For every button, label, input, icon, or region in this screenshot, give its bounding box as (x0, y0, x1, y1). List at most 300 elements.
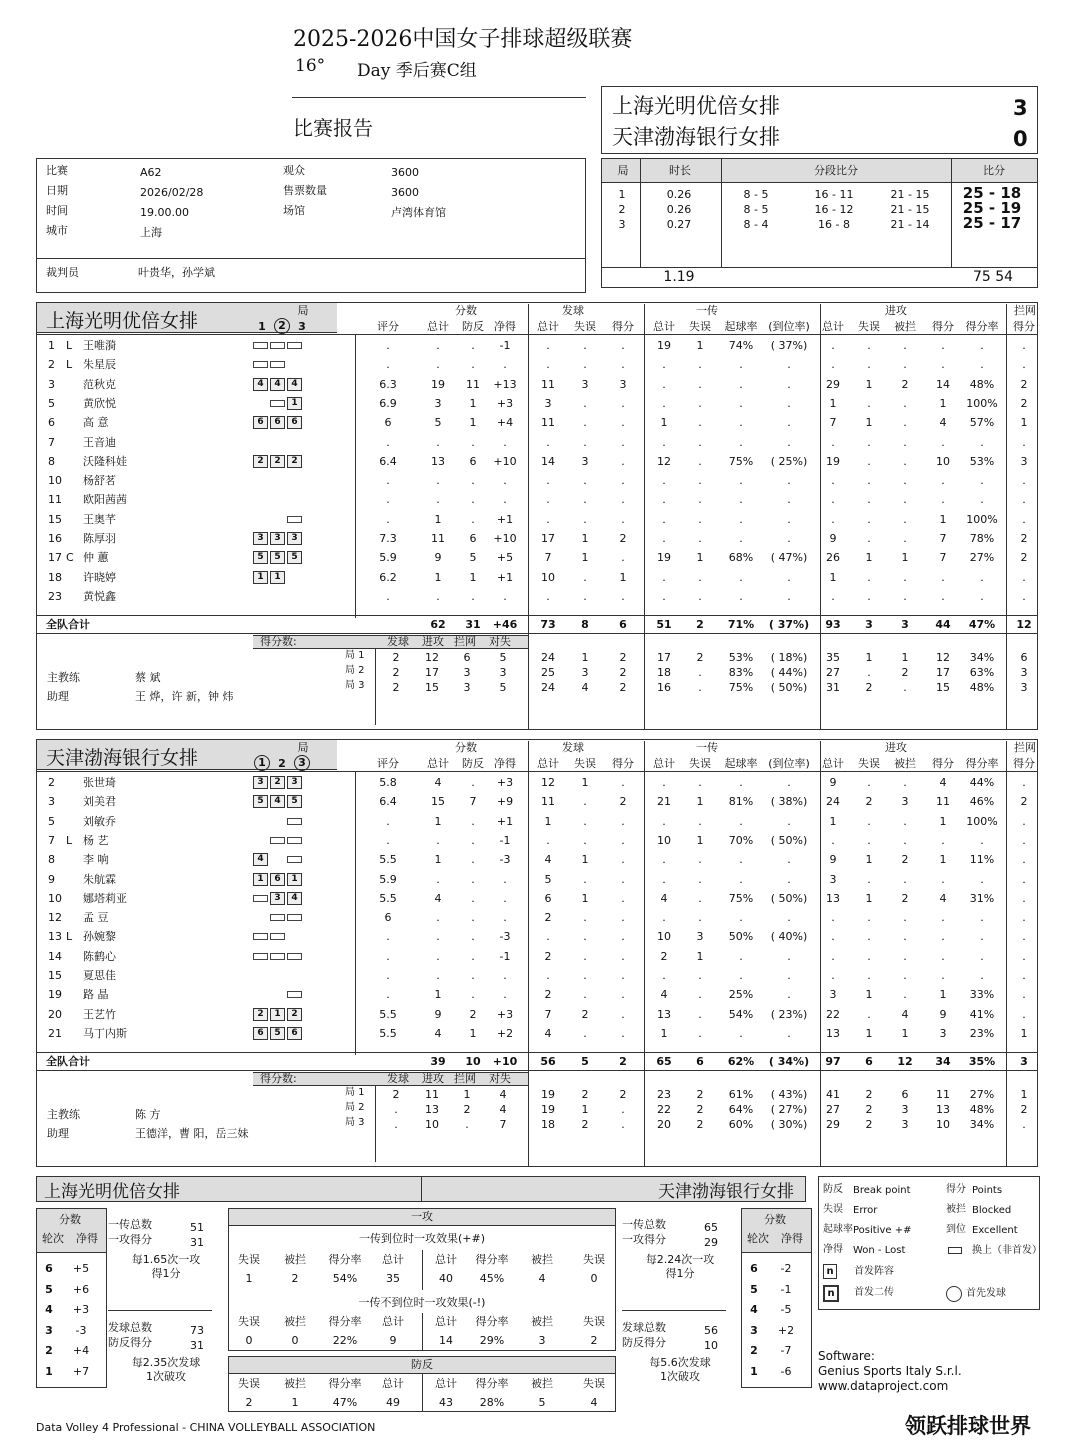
starting-position: 6 (287, 1027, 302, 1040)
stat-cell: 2 (619, 532, 627, 545)
set-stat: 20 (657, 1118, 671, 1131)
set-stat: . (903, 681, 907, 694)
set-number-head: 2 (278, 757, 286, 770)
col-head: 总计 (537, 320, 559, 333)
starting-position: 2 (270, 776, 285, 789)
attack-stat: 29% (479, 1334, 505, 1347)
attack-col-head: 失误 (238, 1315, 260, 1328)
stat-cell: . (662, 474, 666, 488)
stat-cell: . (739, 814, 743, 828)
stat-cell: . (903, 339, 907, 352)
set-stat: 4 (499, 1103, 507, 1116)
side-label: 一传总数 (108, 1218, 152, 1231)
col-head: 被拦 (894, 757, 916, 770)
player-number: 1 (48, 339, 55, 352)
stat-cell: . (546, 589, 550, 603)
starting-position: 1 (270, 1008, 285, 1021)
rule (422, 1374, 423, 1412)
col-head: 防反 (462, 757, 484, 770)
stat-cell: . (980, 570, 984, 584)
stat-cell: 57% (969, 416, 995, 430)
rotation-number: 5 (750, 1282, 758, 1296)
stat-cell: . (436, 949, 440, 963)
set-stat: 3 (499, 666, 507, 679)
stat-cell: . (903, 474, 907, 488)
player-positions (253, 988, 311, 1002)
stat-cell: . (980, 589, 984, 603)
stat-cell: 5.9 (379, 551, 397, 565)
info-label: 时间 (46, 204, 68, 217)
total-cell: 51 (656, 618, 672, 631)
rule (528, 304, 529, 729)
col-head: 被拦 (894, 320, 916, 333)
stat-cell: 78% (969, 532, 995, 545)
total-cell: 93 (825, 618, 841, 631)
stat-cell: 6 (469, 532, 477, 545)
rotation-net: +5 (72, 1262, 90, 1275)
stat-cell: . (867, 1007, 871, 1021)
col-group-ju: 局 (297, 304, 309, 317)
stat-cell: . (941, 435, 945, 449)
attack-stat: 22% (332, 1334, 358, 1347)
stat-cell: . (386, 589, 390, 603)
attack-col-head: 失误 (583, 1315, 605, 1328)
total-cell: 35% (968, 1055, 996, 1068)
attack-stat: 35 (386, 1272, 400, 1285)
stat-cell: . (787, 911, 791, 925)
stat-cell: 100% (966, 396, 998, 410)
attack-col-head: 总计 (435, 1315, 457, 1328)
stat-cell: . (503, 589, 507, 603)
set-stat: . (698, 666, 702, 679)
stat-cell: . (867, 570, 871, 584)
info-label: 城市 (46, 224, 68, 237)
stat-cell: . (739, 416, 743, 430)
total-cell: 97 (825, 1055, 841, 1068)
stat-cell: +1 (496, 814, 514, 828)
set-stat: 2 (865, 1103, 873, 1116)
stat-cell: +2 (496, 1026, 514, 1040)
starting-position: 1 (287, 397, 302, 410)
sets-head: 分段比分 (814, 164, 858, 177)
total-cell: ( 34%) (768, 1055, 810, 1068)
attack-col-head: 失误 (238, 1253, 260, 1266)
player-name: 孟 豆 (83, 911, 109, 925)
substitute-marker (287, 856, 302, 863)
set-stat: 2 (619, 651, 627, 664)
side-label: 防反得分 (622, 1336, 666, 1349)
attack-col-head: 被拦 (284, 1377, 306, 1390)
stat-cell: . (583, 474, 587, 488)
set-stat: 4 (499, 1088, 507, 1101)
stat-cell: 1 (434, 814, 442, 828)
total-cell: 31 (465, 618, 481, 631)
stat-cell: . (867, 493, 871, 507)
col-group-fagiu: 发球 (562, 741, 584, 754)
stat-cell: . (621, 589, 625, 603)
stat-cell: 1 (434, 570, 442, 584)
legend-desc: Break point (853, 1185, 911, 1196)
col-head: 得分率 (965, 320, 999, 333)
legend-desc: 首发二传 (854, 1287, 894, 1298)
col-head: (到位率) (768, 757, 810, 770)
stat-cell: . (698, 911, 702, 925)
stat-cell: . (1022, 949, 1026, 963)
stat-cell: +4 (496, 416, 514, 430)
stat-cell: . (503, 872, 507, 886)
side-value: 29 (704, 1236, 718, 1249)
stat-cell: . (867, 589, 871, 603)
total-label: 全队合计 (46, 1055, 90, 1068)
stat-cell: . (436, 474, 440, 488)
stat-cell: . (698, 814, 702, 828)
rotation-net: -7 (780, 1344, 792, 1357)
rotation-title: 分数 (59, 1213, 81, 1226)
stat-cell: 6 (384, 416, 392, 430)
stat-cell: 6 (469, 454, 477, 468)
stat-cell: . (831, 949, 835, 963)
attack-stat: 54% (332, 1272, 358, 1285)
total-cell: 5 (581, 1055, 589, 1068)
stat-cell: 2 (619, 795, 627, 809)
col-group-yichuan: 一传 (696, 304, 718, 317)
total-cell: 34 (935, 1055, 951, 1068)
stat-cell: 1 (865, 551, 873, 565)
player-name: 陈鹤心 (83, 949, 116, 963)
col-head: 总计 (822, 757, 844, 770)
set-partial: 8 - 4 (743, 218, 769, 231)
substitute-marker (270, 342, 285, 349)
set-stat: ( 50%) (770, 681, 808, 694)
rule (721, 159, 722, 267)
set-partial: 21 - 15 (890, 203, 930, 216)
stat-cell: 1 (434, 853, 442, 867)
player-name: 李 响 (83, 853, 109, 867)
attack-col-head: 失误 (238, 1377, 260, 1390)
player-name: 朱星辰 (83, 358, 116, 372)
stat-cell: 1 (939, 814, 947, 828)
set-stat: 3 (901, 1103, 909, 1116)
total-cell: 6 (865, 1055, 873, 1068)
starting-position: 6 (253, 1027, 268, 1040)
team-b-name: 天津渤海银行女排 (46, 747, 199, 769)
stat-cell: . (787, 969, 791, 982)
stat-cell: 4 (660, 988, 668, 1002)
stat-cell: . (471, 512, 475, 526)
stat-cell: 1 (660, 1026, 668, 1040)
attack-stat: 1 (291, 1396, 299, 1409)
set-stat: . (621, 1103, 625, 1116)
stat-cell: 2 (901, 853, 909, 867)
player-name: 高 意 (83, 416, 109, 430)
set-number-head (274, 318, 290, 334)
rule (644, 304, 645, 729)
set-block-head: 对失 (489, 635, 511, 648)
set-number: 1 (618, 188, 626, 201)
stat-cell: 9 (829, 853, 837, 867)
set-stat: 4 (581, 681, 589, 694)
col-head: (到位率) (768, 320, 810, 333)
stat-cell: -3 (499, 930, 511, 944)
starting-position: 2 (253, 1008, 268, 1021)
stat-cell: . (471, 358, 475, 372)
stat-cell: 2 (469, 1007, 477, 1021)
col-head: 总计 (537, 757, 559, 770)
set-partial: 21 - 15 (890, 188, 930, 201)
stat-cell: 9 (829, 776, 837, 789)
stat-cell: . (787, 1026, 791, 1040)
first-serve-icon (946, 1286, 962, 1302)
stat-cell: 5.5 (379, 853, 397, 867)
stat-cell: . (386, 949, 390, 963)
stat-cell: 7 (829, 416, 837, 430)
stat-cell: 1 (1020, 416, 1028, 430)
legend-abbr: 到位 (946, 1224, 966, 1235)
stat-cell: . (386, 814, 390, 828)
stat-cell: 1 (469, 1026, 477, 1040)
coach-name: 蔡 斌 (135, 671, 161, 684)
stat-cell: . (698, 416, 702, 430)
set-stat: ( 30%) (770, 1118, 808, 1131)
stat-cell: . (436, 911, 440, 925)
stat-cell: . (698, 570, 702, 584)
set-partial: 21 - 14 (890, 218, 930, 231)
player-number: 8 (48, 853, 55, 867)
stat-cell: . (941, 474, 945, 488)
starting-position: 2 (287, 455, 302, 468)
side-label: 一传总数 (622, 1218, 666, 1231)
legend-abbr: 防反 (823, 1184, 843, 1195)
stat-cell: . (980, 833, 984, 847)
rule (640, 159, 641, 267)
set-stat: 2 (1020, 1103, 1028, 1116)
set-stat: 12 (936, 651, 950, 664)
stat-cell: . (787, 512, 791, 526)
set-stat: 2 (463, 1103, 471, 1116)
stat-cell: . (1022, 358, 1026, 372)
player-positions (253, 455, 311, 469)
set-stat: 61% (728, 1088, 754, 1101)
col-group-fagiu: 发球 (562, 304, 584, 317)
stat-cell: 1 (901, 1026, 909, 1040)
stat-cell: 3 (939, 1026, 947, 1040)
stat-cell: . (386, 435, 390, 449)
stat-cell: 2 (544, 911, 552, 925)
attack-stat: 3 (538, 1334, 546, 1347)
attack-col-head: 总计 (382, 1377, 404, 1390)
stat-cell: . (662, 435, 666, 449)
stat-cell: 1 (696, 339, 704, 352)
starting-position: 5 (253, 551, 268, 564)
stat-cell: -1 (499, 833, 511, 847)
col-head: 得分率 (965, 757, 999, 770)
set-stat: 2 (392, 1088, 400, 1101)
stat-cell: . (386, 512, 390, 526)
stat-cell: 1 (469, 416, 477, 430)
stat-cell: . (546, 512, 550, 526)
stat-cell: . (739, 512, 743, 526)
set-stat: 6 (901, 1088, 909, 1101)
player-name: 孙婉黎 (83, 930, 116, 944)
col-group-fenshu: 分数 (455, 741, 477, 754)
rule (375, 649, 376, 725)
stat-cell: . (386, 969, 390, 982)
stat-cell: 1 (901, 551, 909, 565)
set-stat: . (698, 681, 702, 694)
stat-cell: . (436, 589, 440, 603)
rotation-net: -6 (780, 1364, 792, 1378)
software-line-3: www.dataproject.com (818, 1379, 949, 1393)
stat-cell: 1 (544, 814, 552, 828)
player-number: 2 (48, 776, 55, 789)
rotation-sub: 轮次 (42, 1232, 64, 1245)
set-stat: ( 44%) (770, 666, 808, 679)
stat-cell: 21 (657, 795, 671, 809)
rule (37, 1052, 1038, 1053)
stat-cell: . (471, 493, 475, 507)
stat-cell: 7 (544, 1007, 552, 1021)
attack-stat: 1 (245, 1272, 253, 1285)
rule (355, 334, 356, 618)
stat-cell: 1 (829, 814, 837, 828)
set-stat: 18 (657, 666, 671, 679)
starting-position: 4 (253, 853, 268, 866)
stat-cell: 44% (969, 776, 995, 789)
col-head: 评分 (377, 320, 399, 333)
player-number: 3 (48, 795, 55, 809)
stat-cell: . (787, 949, 791, 963)
set-stat: 27 (826, 666, 840, 679)
set-duration: 0.27 (666, 218, 692, 231)
player-name: 张世琦 (83, 776, 116, 789)
stat-cell: 4 (660, 891, 668, 905)
stat-cell: 5 (434, 416, 442, 430)
stat-cell: . (1022, 969, 1026, 982)
stat-cell: . (941, 949, 945, 963)
substitute-marker (270, 837, 285, 844)
stat-cell: . (980, 358, 984, 372)
stat-cell: . (903, 512, 907, 526)
side-value: 73 (190, 1324, 204, 1337)
stat-cell: . (583, 358, 587, 372)
stat-cell: 11 (541, 377, 555, 391)
substitute-marker (253, 953, 268, 960)
starting-position: 5 (270, 1027, 285, 1040)
player-number: 2 (48, 358, 55, 372)
info-label: 售票数量 (283, 184, 327, 197)
rule (355, 771, 356, 1055)
side-label: 发球总数 (108, 1321, 152, 1334)
stat-cell: . (1022, 474, 1026, 488)
starting-position: 3 (253, 776, 268, 789)
set-stat: 1 (581, 651, 589, 664)
player-positions (253, 795, 311, 809)
stat-cell: . (621, 872, 625, 886)
stat-cell: . (903, 872, 907, 886)
stat-cell: . (787, 377, 791, 391)
stat-cell: +3 (496, 1007, 514, 1021)
starter-icon: n (823, 1264, 837, 1279)
attack-col-head: 总计 (382, 1253, 404, 1266)
set-score: 25 - 19 (962, 199, 1022, 217)
stat-cell: . (436, 493, 440, 507)
rotation-number: 1 (750, 1364, 758, 1378)
stat-cell: +10 (493, 532, 517, 545)
legend-desc: 换上（非首发） (972, 1245, 1042, 1256)
attack-col-head: 失误 (583, 1253, 605, 1266)
stat-cell: +3 (496, 776, 514, 789)
rotation-net: -2 (780, 1262, 792, 1275)
set-partial: 8 - 5 (743, 188, 769, 201)
attack-stat: 47% (332, 1396, 358, 1409)
stat-cell: 10 (657, 833, 671, 847)
player-name: 黄悦鑫 (83, 589, 116, 603)
set-block-head: 对失 (489, 1072, 511, 1085)
set-stat: 5 (499, 681, 507, 694)
set-stat: . (867, 666, 871, 679)
attack-stat: 0 (245, 1334, 253, 1347)
set-stat: 2 (696, 1118, 704, 1131)
stat-cell: 13 (826, 1026, 840, 1040)
stat-cell: 1 (865, 377, 873, 391)
rotation-sub: 净得 (781, 1232, 803, 1245)
stat-cell: . (621, 474, 625, 488)
col-head: 得分 (1013, 757, 1035, 770)
stat-cell: 1 (434, 512, 442, 526)
rule (820, 741, 821, 1166)
player-positions (253, 969, 311, 983)
stat-cell: 7 (939, 532, 947, 545)
stat-cell: . (941, 339, 945, 352)
starting-position: 4 (287, 892, 302, 905)
stat-cell: 81% (728, 795, 754, 809)
side-note: 每1.65次一攻 (131, 1253, 201, 1266)
col-head: 净得 (494, 320, 516, 333)
set-label: 局 3 (345, 1117, 365, 1128)
player-name: 陈厚羽 (83, 532, 116, 545)
starting-position: 6 (253, 416, 268, 429)
stat-cell: 1 (581, 551, 589, 565)
total-cell: 62 (430, 618, 446, 631)
stat-cell: 3 (901, 795, 909, 809)
stat-cell: . (941, 833, 945, 847)
stat-cell: ( 50%) (770, 833, 808, 847)
set-stat: . (465, 1118, 469, 1131)
col-head: 起球率 (724, 757, 758, 770)
stat-cell: ( 47%) (770, 551, 808, 565)
bad-pass-title: 一传不到位时一攻效果(-!) (358, 1296, 486, 1309)
stat-cell: 11 (466, 377, 480, 391)
stat-cell: 27% (969, 551, 995, 565)
substitute-marker (287, 991, 302, 998)
set-stat: 6 (1020, 651, 1028, 664)
stat-cell: . (698, 474, 702, 488)
stat-cell: . (941, 911, 945, 925)
set-stat: 18 (541, 1118, 555, 1131)
rule (644, 741, 645, 1166)
set-score: 25 - 18 (962, 184, 1022, 202)
stat-cell: 31% (969, 891, 995, 905)
set-stat: 2 (619, 666, 627, 679)
set-partial: 16 - 11 (814, 188, 854, 201)
stat-cell: . (471, 589, 475, 603)
referee-label: 裁判员 (46, 266, 79, 279)
attack-stat: 14 (439, 1334, 453, 1347)
stat-cell: 9 (434, 1007, 442, 1021)
attack-col-head: 被拦 (531, 1253, 553, 1266)
attack-stat: 9 (389, 1334, 397, 1347)
total-cell: 56 (540, 1055, 556, 1068)
